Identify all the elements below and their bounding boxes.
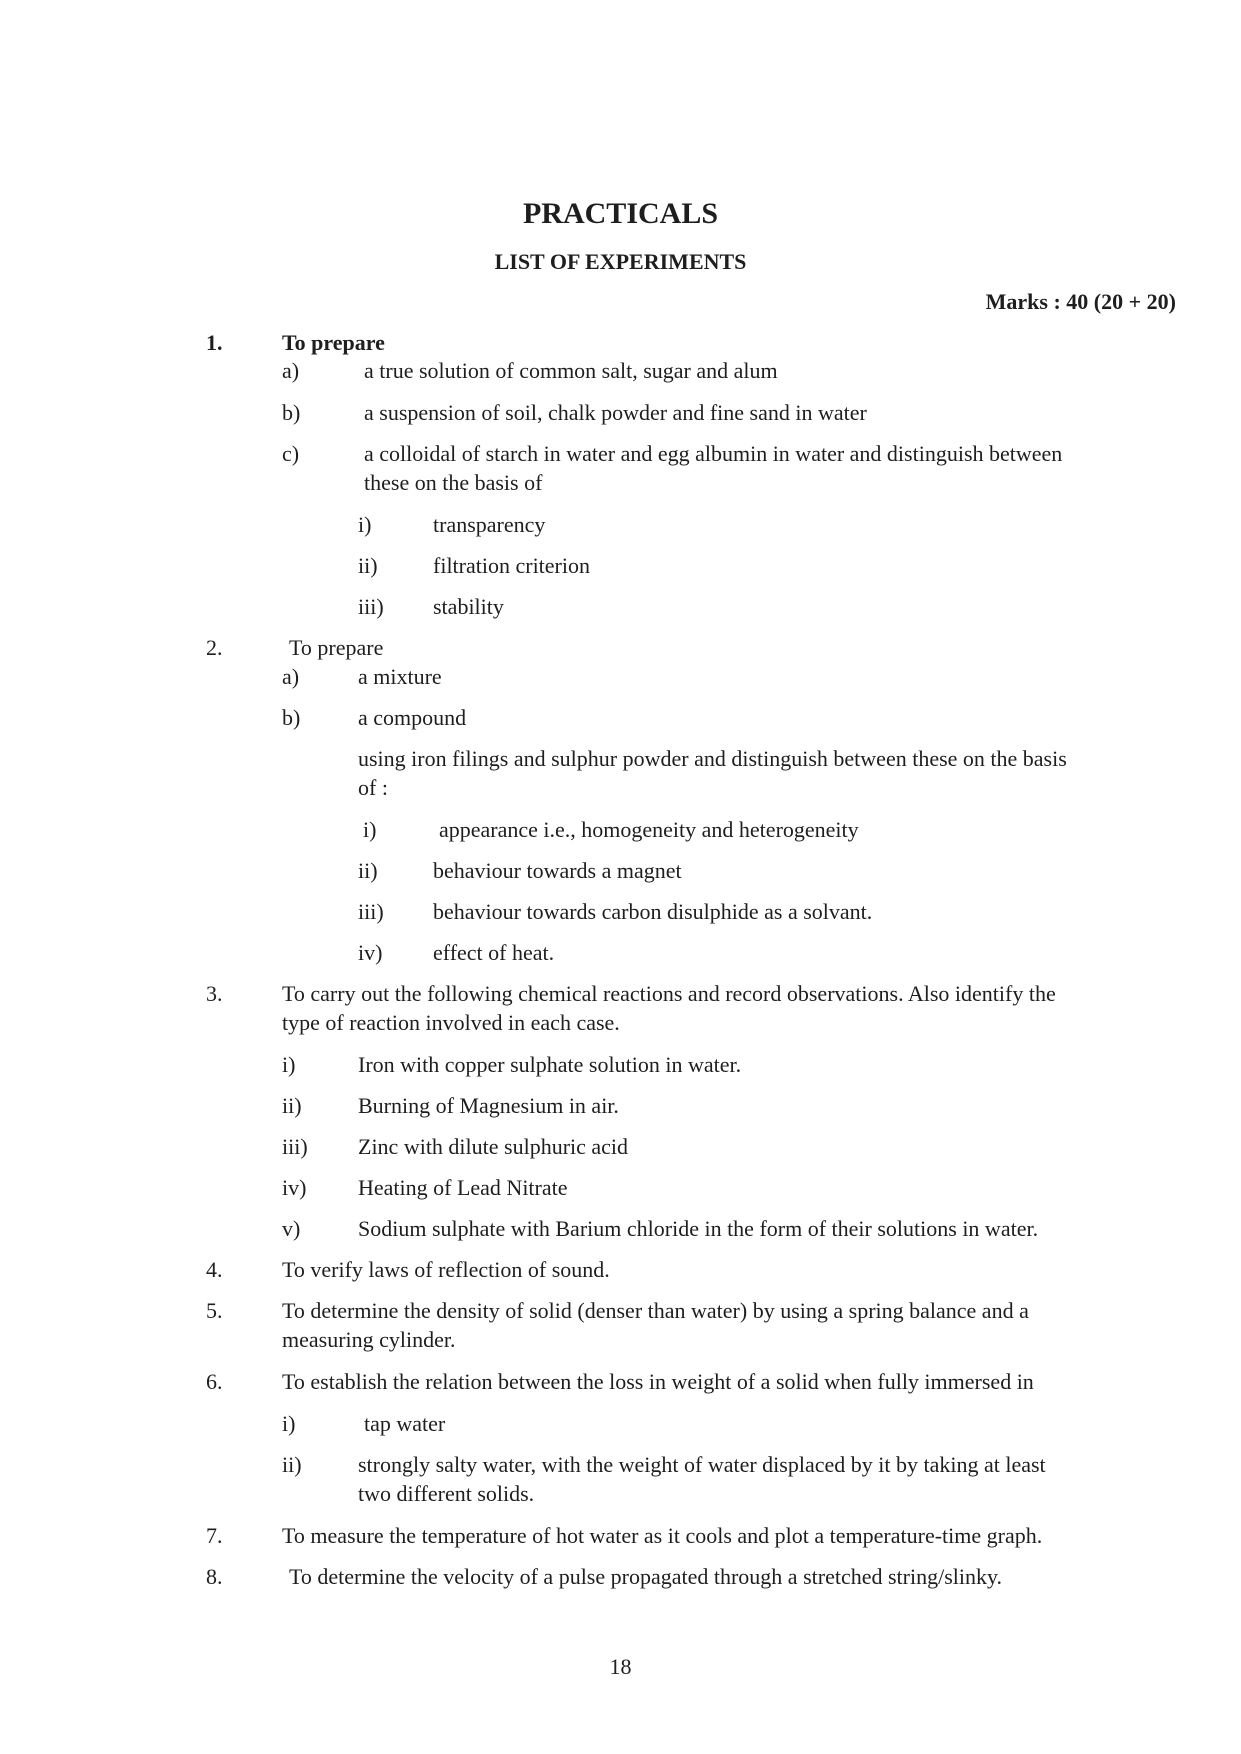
subsub-text: stability [433,594,504,619]
item-text: To determine the density of solid (denser than water) by using a spring balance and a [282,1298,1029,1323]
sub-text: Iron with copper sulphate solution in water. [358,1052,742,1077]
sub-text: a true solution of common salt, sugar and alum [364,358,778,383]
item-text: type of reaction involved in each case. [282,1010,620,1035]
sub-label: b) [282,705,301,730]
item-number: 3. [206,981,223,1006]
sub-text: Zinc with dilute sulphuric acid [358,1134,629,1159]
item-number: 2. [206,635,223,660]
sub-text: Sodium sulphate with Barium chloride in the form of their solutions in water. [358,1216,1039,1241]
subsub-label: i) [358,512,372,537]
item-number: 1. [206,330,223,355]
item-number: 8. [206,1564,223,1589]
sub-text: Burning of Magnesium in air. [358,1093,619,1118]
page-title: PRACTICALS [522,197,719,230]
subsub-label: iv) [358,940,383,965]
sub-text: Heating of Lead Nitrate [358,1175,568,1200]
subsub-text: appearance i.e., homogeneity and heterogeneity [439,817,859,842]
sub-text: two different solids. [358,1481,535,1506]
marks-label: Marks : 40 (20 + 20) [985,289,1176,314]
sub-label: i) [282,1052,296,1077]
subsub-label: iii) [358,899,384,924]
item-text: To determine the velocity of a pulse propagated through a stretched string/slinky. [289,1564,1003,1589]
sub-label: a) [282,358,300,383]
item-note: using iron filings and sulphur powder and distinguish between these on the basis [358,746,1067,771]
sub-label: iv) [282,1175,307,1200]
sub-label: i) [282,1411,296,1436]
item-number: 6. [206,1369,223,1394]
sub-label: ii) [282,1093,302,1118]
item-number: 4. [206,1257,223,1282]
sub-text: a compound [358,705,467,730]
subsub-text: behaviour towards carbon disulphide as a solvant. [433,899,873,924]
sub-text: strongly salty water, with the weight of water displaced by it by taking at least [358,1452,1046,1477]
item-text: To carry out the following chemical reactions and record observations. Also identify the [282,981,1056,1006]
item-text: To establish the relation between the loss in weight of a solid when fully immersed in [282,1369,1034,1394]
sub-label: c) [282,441,300,466]
page-subtitle: LIST OF EXPERIMENTS [494,249,747,274]
subsub-text: effect of heat. [433,940,555,965]
sub-text: a suspension of soil, chalk powder and fine sand in water [364,400,867,425]
sub-text: a mixture [358,664,442,689]
subsub-text: filtration criterion [433,553,590,578]
item-text: To measure the temperature of hot water as it cools and plot a temperature-time graph. [282,1523,1043,1548]
page-number: 18 [609,1654,632,1679]
item-text: measuring cylinder. [282,1327,456,1352]
sub-label: b) [282,400,301,425]
item-text: To verify laws of reflection of sound. [282,1257,610,1282]
sub-text: tap water [364,1411,446,1436]
sub-text: a colloidal of starch in water and egg albumin in water and distinguish between [364,441,1063,466]
sub-text: these on the basis of [364,470,543,495]
subsub-text: transparency [433,512,546,537]
item-number: 5. [206,1298,223,1323]
subsub-label: ii) [358,553,378,578]
item-number: 7. [206,1523,223,1548]
subsub-label: i) [363,817,377,842]
item-text: To prepare [289,635,384,660]
subsub-label: ii) [358,858,378,883]
item-note: of : [358,775,388,800]
item-text: To prepare [282,330,385,355]
sub-label: ii) [282,1452,302,1477]
sub-label: a) [282,664,300,689]
sub-label: iii) [282,1134,308,1159]
sub-label: v) [282,1216,301,1241]
subsub-label: iii) [358,594,384,619]
subsub-text: behaviour towards a magnet [433,858,682,883]
